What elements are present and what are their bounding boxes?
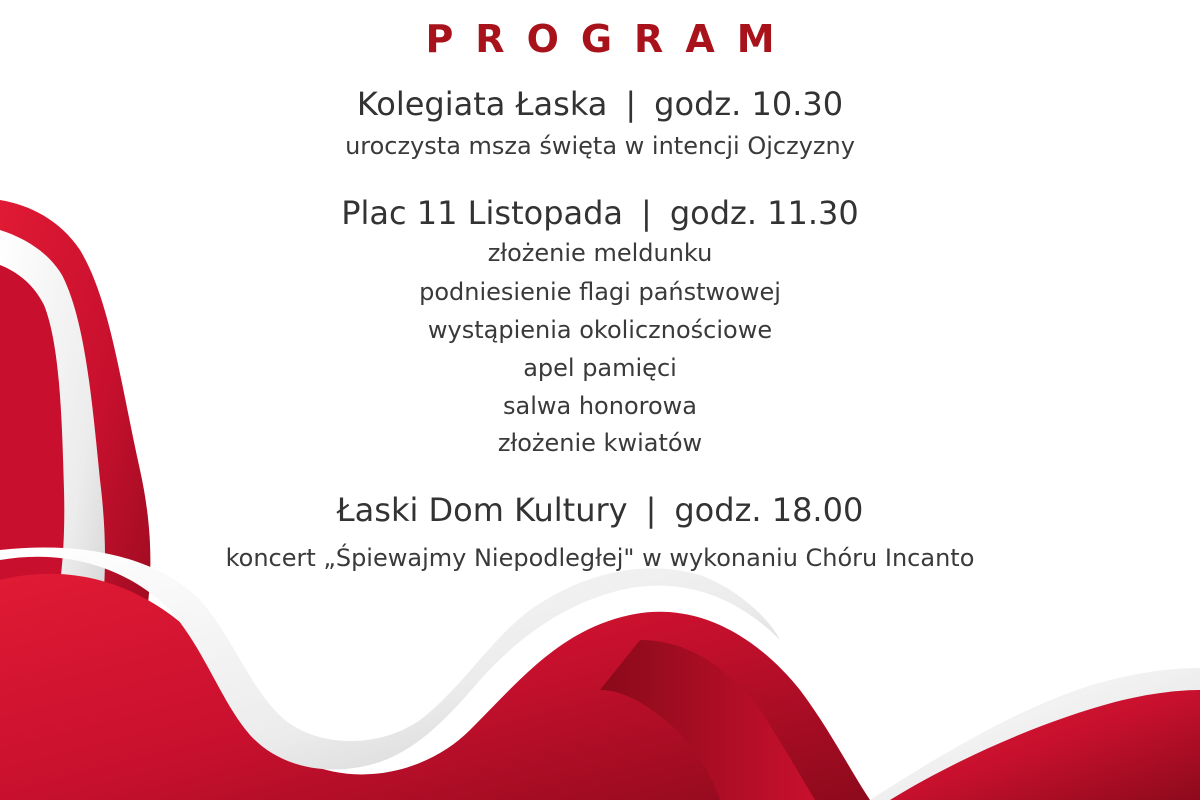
event-separator: | xyxy=(645,491,657,529)
event-separator: | xyxy=(641,194,652,232)
event-place: Łaski Dom Kultury xyxy=(336,491,628,529)
event-place: Plac 11 Listopada xyxy=(341,194,624,232)
event-heading-dom-kultury xyxy=(0,490,1200,530)
event-item: wystąpienia okolicznościowe xyxy=(427,316,773,344)
program-title: PROGRAM xyxy=(425,17,797,61)
event-item: złożenie kwiatów xyxy=(497,429,703,457)
event-item: koncert „Śpiewajmy Niepodległej" w wykonaniu Chóru Incanto xyxy=(225,544,975,572)
event-item: złożenie meldunku xyxy=(487,239,713,267)
event-item: salwa honorowa xyxy=(503,392,697,420)
event-item: podniesienie flagi państwowej xyxy=(419,278,781,306)
event-time: godz. 11.30 xyxy=(669,194,859,232)
event-heading-kolegiata xyxy=(0,84,1200,124)
event-separator: | xyxy=(625,85,637,123)
event-heading-plac xyxy=(0,193,1200,233)
event-place: Kolegiata Łaska xyxy=(356,85,608,123)
event-time: godz. 10.30 xyxy=(654,85,844,123)
event-item: uroczysta msza święta w intencji Ojczyzny xyxy=(345,132,855,160)
event-time: godz. 18.00 xyxy=(674,491,864,529)
event-item: apel pamięci xyxy=(523,354,677,382)
